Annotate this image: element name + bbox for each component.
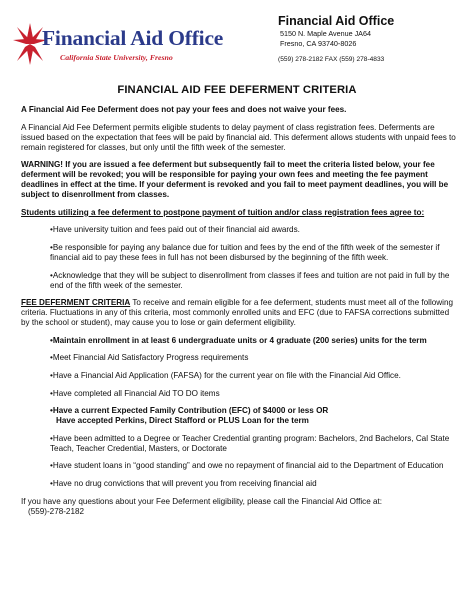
- criteria-item-efc: [21, 406, 457, 426]
- agreement-item: •Acknowledge that they will be subject to disenrollment from classes if fees and tuition are not paid in full by the end of the fifth week of the semester.: [50, 270, 450, 290]
- criteria-item: •Maintain enrollment in at least 6 undergraduate units or 4 graduate (200 series) units for the term: [50, 335, 427, 345]
- office-address-line2: Fresno, CA 93740-8026: [280, 39, 357, 48]
- logo-subtitle: California State University, Fresno: [60, 53, 173, 62]
- criteria-item: •Have student loans in “good standing” and owe no repayment of financial aid to the Department of Education: [50, 461, 444, 471]
- intro-paragraph: A Financial Aid Fee Deferment permits eligible students to delay payment of class registration fees. Deferments are issued based on the expectation that fees will be paid by financial aid. This deferment allows students with unpaid fees to remain registered for classes, but only until the fifth week of the semester.: [21, 122, 456, 152]
- office-contact-block: [278, 14, 468, 65]
- criteria-paragraph: [21, 298, 457, 328]
- criteria-loan-line: Have accepted Perkins, Direct Stafford or PLUS Loan for the term: [56, 416, 309, 426]
- financial-aid-logo: [10, 20, 225, 70]
- closing-paragraph: [21, 497, 457, 517]
- warning-paragraph: WARNING! If you are issued a fee deferment but subsequently fail to meet the criteria listed below, your fee deferment will be revoked; you will be responsible for paying your own fees and meeting the fee payment deadlines in effect at the time. If your deferment is revoked and you fail to meet payment deadlines, you will be subject to disenrollment from classes.: [21, 160, 449, 200]
- criteria-item: •Have been admitted to a Degree or Teacher Credential granting program: Bachelors, 2nd Bachelors, Cal State Teach, Teacher Credential, Masters, or Doctorate: [50, 433, 450, 453]
- intro-bold-statement: A Financial Aid Fee Deferment does not pay your fees and does not waive your fees.: [21, 105, 347, 114]
- agreement-item: •Be responsible for paying any balance due for tuition and fees by the end of the fifth week of the semester if financial aid to pay these fees in full has not been disbursed by the beginning of the fifth week.: [50, 242, 440, 262]
- criteria-efc-line: •Have a current Expected Family Contribution (EFC) of $4000 or less OR: [50, 406, 329, 416]
- criteria-label: FEE DEFERMENT CRITERIA: [21, 298, 131, 308]
- office-title: Financial Aid Office: [278, 14, 395, 28]
- criteria-item: •Have no drug convictions that will prevent you from receiving financial aid: [50, 478, 317, 488]
- logo-name: Financial Aid Office: [42, 26, 224, 50]
- criteria-item: •Meet Financial Aid Satisfactory Progress requirements: [50, 353, 249, 363]
- criteria-text: To receive and remain eligible for a fee deferment, students must meet all of the following criteria. Fluctuations in any of this criteria, most commonly enrolled units and EFC (due to FAFSA corrections submitted by the school or student), may cause you to lose or gain deferment eligibility.: [21, 298, 454, 328]
- criteria-item: •Have completed all Financial Aid TO DO items: [50, 388, 220, 398]
- closing-text: If you have any questions about your Fee Deferment eligibility, please call the Financial Aid Office at:: [21, 496, 383, 506]
- criteria-item: •Have a Financial Aid Application (FAFSA) for the current year on file with the Financial Aid Office.: [50, 370, 401, 380]
- office-phone-fax: (559) 278-2182 FAX (559) 278-4833: [278, 56, 385, 63]
- agreement-heading: Students utilizing a fee deferment to postpone payment of tuition and/or class registration fees agree to:: [21, 207, 425, 217]
- agreement-item: •Have university tuition and fees paid out of their financial aid awards.: [50, 225, 300, 235]
- document-title: FINANCIAL AID FEE DEFERMENT CRITERIA: [117, 84, 357, 96]
- document-body: [21, 105, 457, 524]
- office-address-line1: 5150 N. Maple Avenue JA64: [280, 29, 371, 38]
- closing-phone: (559)-278-2182: [28, 506, 85, 516]
